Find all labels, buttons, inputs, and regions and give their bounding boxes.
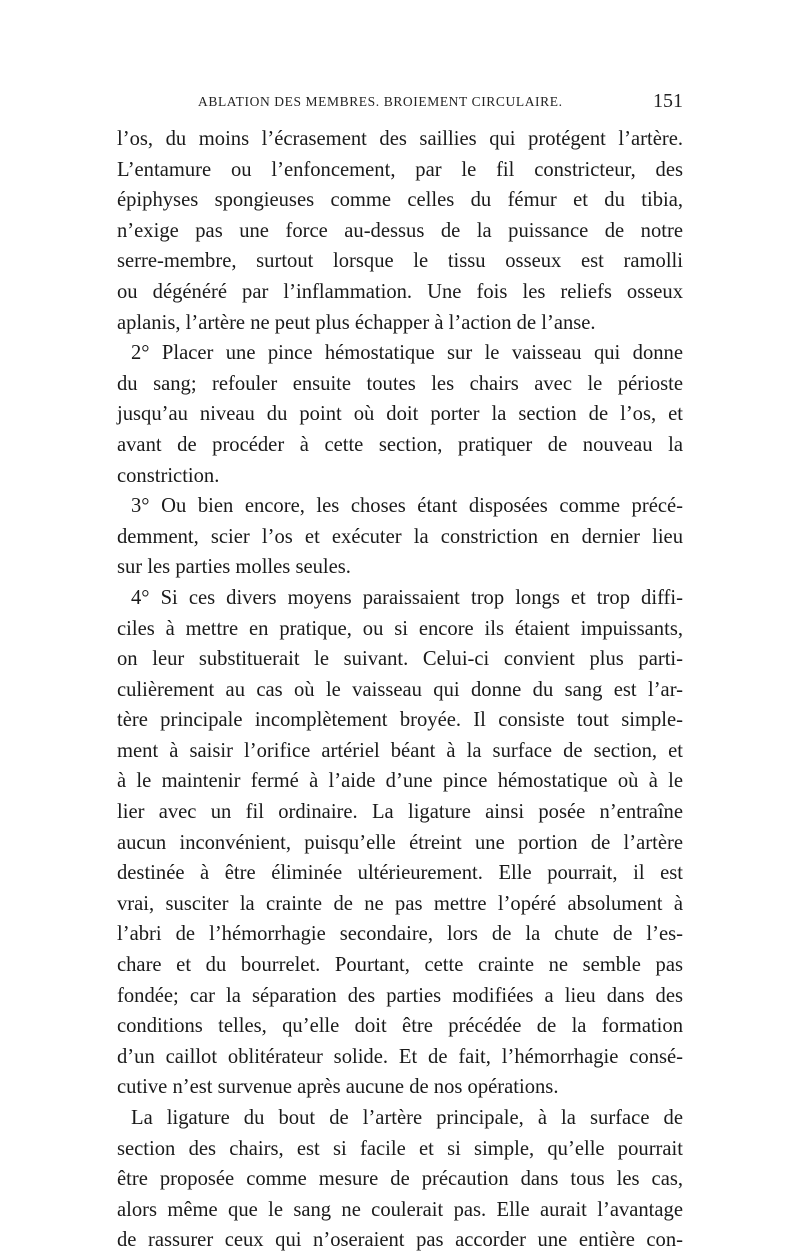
text-line: aplanis, l’artère ne peut plus échapper à l’action de l’anse. [117,311,596,334]
text-line: ment à saisir l’orifice artériel béant à la surface de section, et [117,739,683,762]
text-line: être proposée comme mesure de précaution dans tous les cas, [117,1168,683,1191]
text-line: demment, scier l’os et exécuter la constriction en dernier lieu [117,525,683,548]
text-line: 4° Si ces divers moyens paraissaient trop longs et trop diffi- [131,586,683,609]
text-line: conditions telles, qu’elle doit être précédée de la formation [117,1015,683,1038]
text-line: épiphyses spongieuses comme celles du fémur et du tibia, [117,189,683,212]
text-line: de rassurer ceux qui n’oseraient pas accorder une entière con- [117,1229,683,1252]
text-line: on leur substituerait le suivant. Celui-ci convient plus parti- [117,648,683,671]
running-head [198,90,683,118]
text-line: n’exige pas une force au-dessus de la puissance de notre [117,219,683,242]
text-line: jusqu’au niveau du point où doit porter la section de l’os, et [117,403,683,426]
text-line: l’abri de l’hémorrhagie secondaire, lors de la chute de l’es- [117,923,683,946]
text-line: d’un caillot oblitérateur solide. Et de fait, l’hémorrhagie consé- [117,1045,683,1068]
text-line: 3° Ou bien encore, les choses étant disposées comme précé- [131,495,683,518]
text-line: fondée; car la séparation des parties modifiées a lieu dans des [117,984,683,1007]
running-head-title: ABLATION DES MEMBRES. BROIEMENT CIRCULAIRE. [198,94,563,109]
text-line: L’entamure ou l’enfoncement, par le fil constricteur, des [117,158,683,181]
text-line: avant de procéder à cette section, pratiquer de nouveau la [117,433,683,456]
text-line: aucun inconvénient, puisqu’elle étreint une portion de l’artère [117,831,683,854]
text-line: à le maintenir fermé à l’aide d’une pince hémostatique où à le [117,770,683,793]
text-line: ou dégénéré par l’inflammation. Une fois les reliefs osseux [117,280,683,303]
text-line: destinée à être éliminée ultérieurement. Elle pourrait, il est [117,862,683,885]
page-number: 151 [653,90,683,112]
text-line: constriction. [117,464,220,487]
text-line: ciles à mettre en pratique, ou si encore ils étaient impuissants, [117,617,683,640]
text-line: vrai, susciter la crainte de ne pas mettre l’opéré absolument à [117,892,683,915]
text-line: tère principale incomplètement broyée. Il consiste tout simple- [117,709,683,732]
text-line: section des chairs, est si facile et si simple, qu’elle pourrait [117,1137,683,1160]
text-line: sur les parties molles seules. [117,556,351,579]
text-line: cutive n’est survenue après aucune de nos opérations. [117,1076,559,1099]
text-line: l’os, du moins l’écrasement des saillies qui protégent l’artère. [117,128,683,150]
text-line: lier avec un fil ordinaire. La ligature ainsi posée n’entraîne [117,801,683,824]
text-line: alors même que le sang ne coulerait pas. Elle aurait l’avantage [117,1198,683,1221]
text-line: culièrement au cas où le vaisseau qui donne du sang est l’ar- [117,678,683,701]
text-line: du sang; refouler ensuite toutes les chairs avec le périoste [117,372,683,395]
text-line: 2° Placer une pince hémostatique sur le vaisseau qui donne [131,342,683,365]
text-line: La ligature du bout de l’artère principale, à la surface de [131,1107,683,1129]
text-line: serre-membre, surtout lorsque le tissu osseux est ramolli [117,250,683,273]
text-line: chare et du bourrelet. Pourtant, cette crainte ne semble pas [117,954,683,977]
body-text [117,124,683,1256]
